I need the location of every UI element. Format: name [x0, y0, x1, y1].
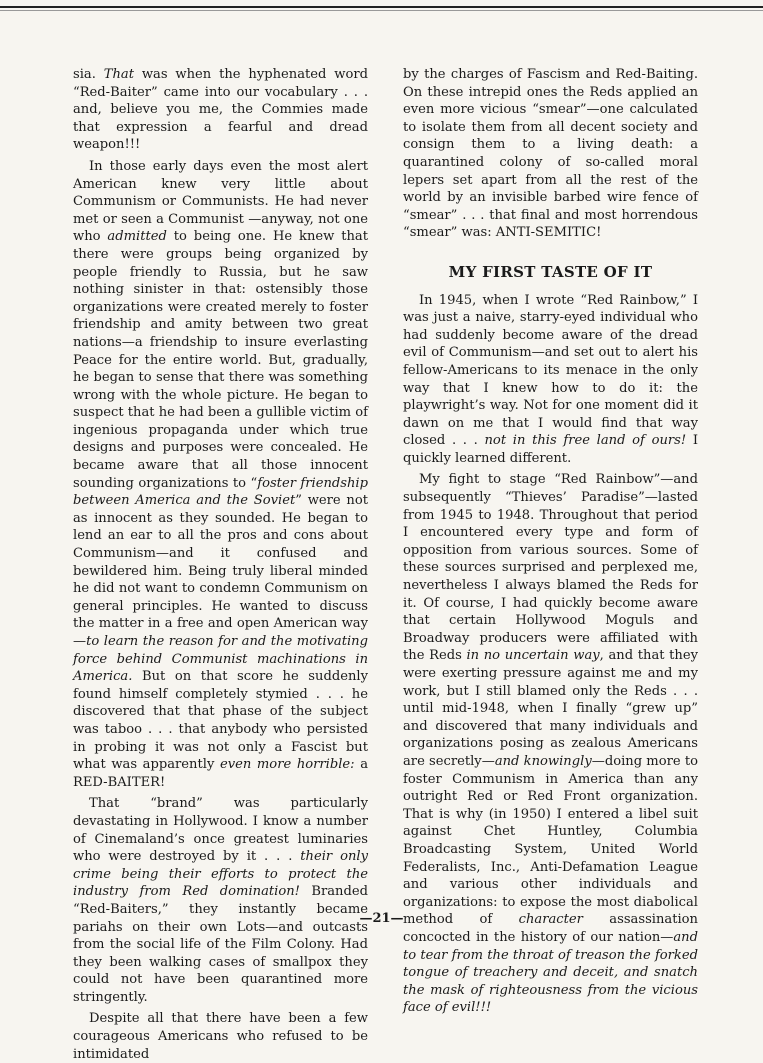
paragraph: In those early days even the most alert American knew very little about Communism or Communists. He had never met or seen a Communist —anyway, not one who admitted to being one. He knew that there were groups being organized by people friendly to Russia, but he saw nothing sinister in that: ostensibly those organizations were created merely to foster friendship and amity between two great nations—a friendship to insure everlasting Peace for the entire world. But, gradually, he began to sense that there was something wrong with the whole picture. He began to suspect that he had been a gullible victim of ingenious propaganda under which true designs and purposes were concealed. He became aware that all those innocent sounding organizations to “foster friendship between America and the Soviet” were not as innocent as they sounded. He began to lend an ear to all the pros and cons about Communism—and it confused and bewildered him. Being truly liberal minded he did not want to condemn Communism on general principles. He wanted to discuss the matter in a free and open American way—to learn the reason for and the motivating force behind Communist machinations in America. But on that score he suddenly found himself completely stymied . . . he discovered that that phase of the subject was taboo . . . that anybody who persisted in probing it was not only a Fascist but what was apparently even more horrible: a RED-BAITER! — [73, 158, 369, 790]
paragraph: My fight to stage “Red Rainbow”—and subsequently “Thieves’ Paradise”—lasted from 1945 to 1948. Throughout that period I encountered every type and form of opposition from various sources. Some of these sources surprised and perplexed me, nevertheless I always blamed the Reds for it. Of course, I had quickly become aware that certain Hollywood Moguls and Broadway producers were affiliated with the Reds in no uncertain way, and that they were exerting pressure against me and my work, but I still blamed only the Reds . . . until mid-1948, when I finally “grew up” and discovered that many individuals and organizations posing as zealous Americans are secretly—and knowingly—doing more to foster Communism in America than any outright Red or Red Front organization. That is why (in 1950) I entered a libel suit against Chet Huntley, Columbia Broadcasting System, United World Federalists, Inc., Anti-Defamation League and various other individuals and organizations: to expose the most diabolical method of character assassination concocted in the history of our nation—and to tear from the throat of treason the forked tongue of treachery and deceit, and snatch the mask of righteousness from the vicious face of evil!!! — [403, 472, 699, 1016]
right-column — [403, 66, 698, 1017]
paragraph: In 1945, when I wrote “Red Rainbow,” I was just a naive, starry-eyed individual who had suddenly become aware of the dread evil of Communism—and set out to alert his fellow-Americans to its menace in the only way that I knew how to do it: the playwright’s way. Not for one moment did it dawn on me that I would find that way closed . . . not in this free land of ours! I quickly learned different. — [403, 292, 698, 466]
paragraph: That “brand” was particularly devastating in Hollywood. I know a number of Cinemaland’s once greatest luminaries who were destroyed by it . . . their only crime being their efforts to protect the industry from Red domination! Branded “Red-Baiters,” they instantly became pariahs on their own Lots—and outcasts from the social life of the Film Colony. Had they been walking cases of smallpox they could not have been quarantined more stringently. — [73, 796, 368, 1005]
top-rule-thin — [0, 10, 763, 11]
page-number: —21— — [359, 911, 404, 926]
paragraph: Despite all that there have been a few courageous Americans who refused to be intimidated — [73, 1011, 368, 1062]
paragraph: sia. That was when the hyphenated word “Red-Baiter” came into our vocabulary . . . and, believe you me, the Commies made that expression a fearful and dread weapon!!! — [73, 67, 368, 153]
top-rule — [0, 6, 763, 8]
paragraph: by the charges of Fascism and Red-Baiting. On these intrepid ones the Reds applied an even more vicious “smear”—one calculated to isolate them from all decent society and consign them to a living death: a quarantined colony of so-called moral lepers set apart from all the rest of the world by an invisible barbed wire fence of “smear” . . . that final and most horrendous “smear” was: ANTI-SEMITIC! — [403, 67, 698, 241]
section-heading: MY FIRST TASTE OF IT — [448, 262, 653, 281]
